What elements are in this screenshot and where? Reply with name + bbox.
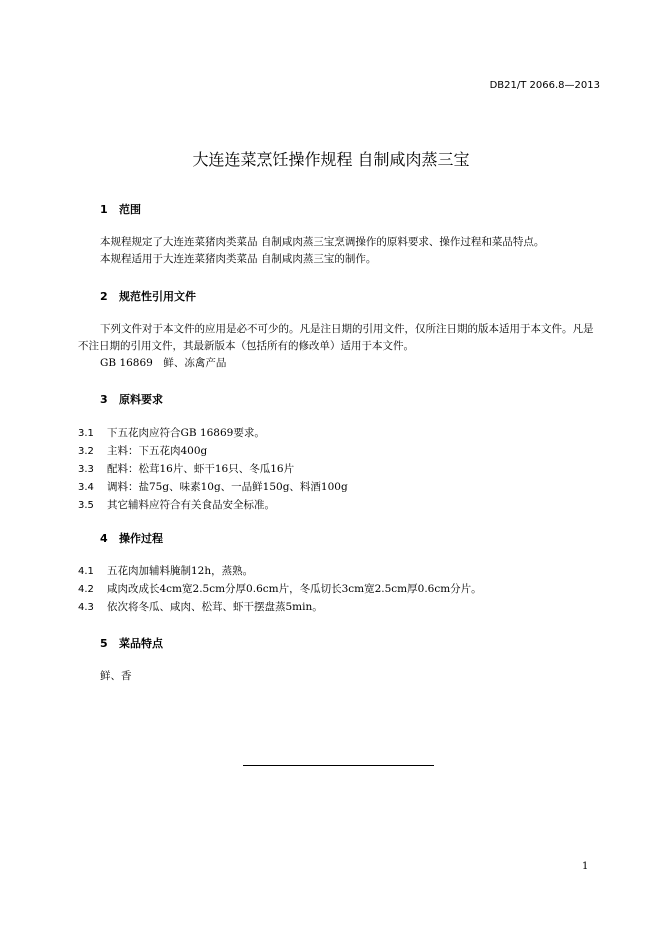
references-paragraph: 下列文件对于本文件的应用是必不可少的。凡是注日期的引用文件，仅所注日期的版本适用于本文件。凡是不注日期的引用文件，其最新版本（包括所有的修改单）适用于本文件。 — [78, 323, 594, 352]
list-item — [78, 599, 323, 614]
list-item — [78, 461, 294, 476]
item-text: 下五花肉应符合GB 16869要求。 — [107, 427, 265, 439]
item-text: 配料：松茸16片、虾干16只、冬瓜16片 — [107, 463, 295, 475]
reference-item-gb16869: GB 16869 鲜、冻禽产品 — [100, 357, 227, 369]
document-code: DB21/T 2066.8—2013 — [489, 80, 600, 91]
item-number: 3.5 — [78, 500, 94, 511]
section-heading-scope — [100, 201, 141, 217]
section-number: 5 — [100, 637, 108, 650]
item-text: 主料：下五花肉400g — [107, 445, 208, 457]
end-rule — [243, 765, 434, 766]
section-title: 原料要求 — [119, 393, 163, 406]
section-heading-process — [100, 530, 163, 546]
item-text: 咸肉改成长4cm宽2.5cm分厚0.6cm片，冬瓜切长3cm宽2.5cm厚0.6cm分片。 — [107, 583, 482, 595]
list-item — [78, 443, 207, 458]
section-title: 规范性引用文件 — [119, 290, 196, 303]
section-number: 4 — [100, 532, 108, 545]
section-number: 1 — [100, 203, 108, 216]
section-heading-references — [100, 288, 196, 304]
item-number: 3.2 — [78, 446, 94, 457]
scope-paragraph-2: 本规程适用于大连连菜猪肉类菜品 自制咸肉蒸三宝的制作。 — [100, 253, 377, 265]
item-text: 其它辅料应符合有关食品安全标准。 — [107, 499, 275, 511]
item-number: 3.3 — [78, 464, 94, 475]
item-number: 4.3 — [78, 602, 94, 613]
list-item — [78, 479, 348, 494]
scope-paragraph-1: 本规程规定了大连连菜猪肉类菜品 自制咸肉蒸三宝烹调操作的原料要求、操作过程和菜品特点。 — [100, 236, 545, 248]
section-heading-materials — [100, 391, 163, 407]
section-title: 范围 — [119, 203, 141, 216]
list-item — [78, 581, 482, 596]
item-number: 3.4 — [78, 482, 94, 493]
list-item — [78, 425, 265, 440]
section-number: 2 — [100, 290, 108, 303]
document-title: 大连连菜烹饪操作规程 自制咸肉蒸三宝 — [192, 150, 470, 169]
list-item — [78, 497, 275, 512]
item-number: 4.1 — [78, 566, 94, 577]
section-heading-features — [100, 635, 163, 651]
item-text: 依次将冬瓜、咸肉、松茸、虾干摆盘蒸5min。 — [107, 601, 323, 613]
item-text: 五花肉加辅料腌制12h，蒸熟。 — [107, 565, 254, 577]
item-number: 4.2 — [78, 584, 94, 595]
features-paragraph: 鲜、香 — [100, 670, 132, 682]
section-title: 菜品特点 — [119, 637, 163, 650]
section-number: 3 — [100, 393, 108, 406]
page-number: 1 — [582, 861, 589, 872]
list-item — [78, 563, 253, 578]
item-number: 3.1 — [78, 428, 94, 439]
section-title: 操作过程 — [119, 532, 163, 545]
item-text: 调料：盐75g、味素10g、一品鲜150g、料酒100g — [107, 481, 348, 493]
